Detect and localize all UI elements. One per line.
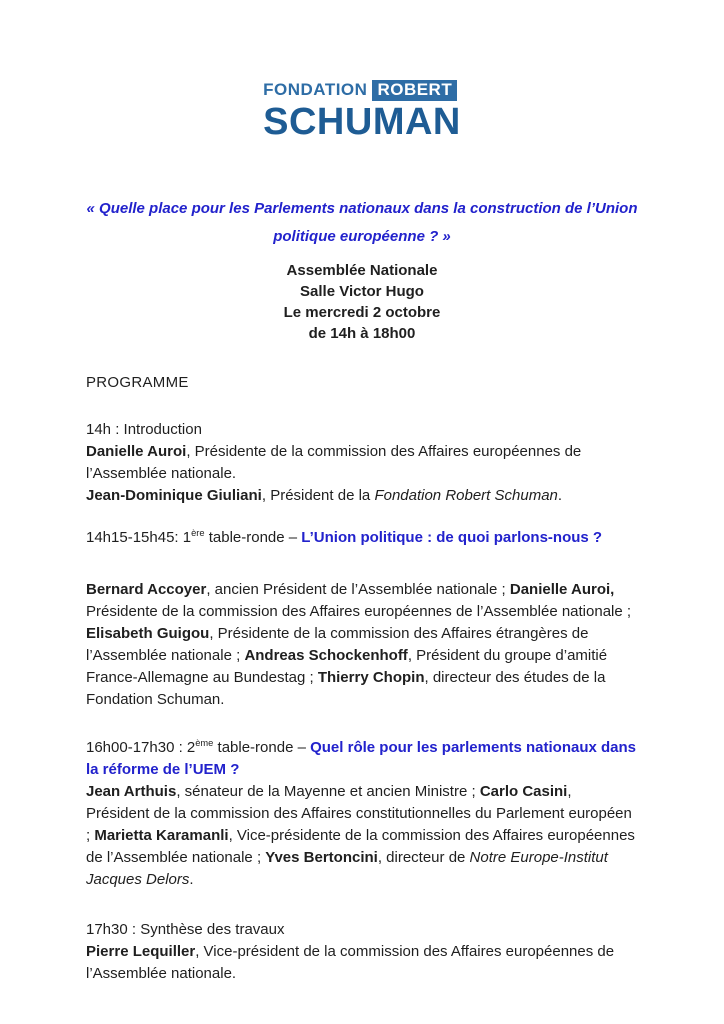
text-segment: Thierry Chopin (317, 668, 425, 686)
text-segment: , directeur des études de la Fondation Schuman. (86, 668, 606, 708)
text-segment: Pierre Lequiller (86, 942, 196, 960)
text-segment: , Vice-président de la commission des Affaires européennes de l’Assemblée nationale. (86, 942, 615, 982)
venue-line-date: Le mercredi 2 octobre (283, 303, 441, 321)
logo-text-schuman: SCHUMAN (263, 100, 461, 143)
text-segment: , Président de la (261, 486, 375, 504)
text-segment: . (189, 870, 194, 888)
text-segment: L’Union politique : de quoi parlons-nous ? (301, 528, 603, 546)
text-segment: , Président du groupe d’amitié France-Allemagne au Bundestag ; (86, 646, 608, 686)
text-segment: Yves Bertoncini (265, 848, 378, 866)
text-segment: Présidente de la commission des Affaires européennes de l’Assemblée nationale ; (86, 602, 632, 620)
programme-heading: PROGRAMME (86, 373, 189, 391)
text-segment: 14h : Introduction (86, 420, 202, 438)
closing-session (86, 919, 638, 985)
venue-line-time: de 14h à 18h00 (308, 324, 416, 342)
text-segment: Marietta Karamanli (94, 826, 229, 844)
text-segment: Danielle Auroi (86, 442, 187, 460)
text-segment: Jean Arthuis (86, 782, 177, 800)
text-segment: Danielle Auroi, (509, 580, 615, 598)
text-segment: , sénateur de la Mayenne et ancien Ministre ; (176, 782, 480, 800)
session-1-heading (86, 527, 638, 549)
text-segment: politique européenne ? » (273, 227, 451, 245)
text-segment: , directeur de (377, 848, 470, 866)
text-segment: ème (195, 737, 214, 748)
venue-line-location: Assemblée Nationale (286, 261, 438, 279)
fondation-robert-schuman-logo (263, 80, 461, 143)
text-segment: Bernard Accoyer (86, 580, 207, 598)
text-segment: . (557, 486, 563, 504)
text-segment: Andreas Schockenhoff (244, 646, 408, 664)
event-title (86, 195, 638, 251)
text-segment: 17h30 : Synthèse des travaux (86, 920, 285, 938)
text-segment: ère (191, 527, 205, 538)
text-segment: Quel rôle pour les parlements nationaux dans la réforme de l’UEM ? (86, 738, 637, 778)
text-segment: Fondation Robert Schuman (374, 486, 558, 504)
session-2-panelists (86, 781, 638, 891)
text-segment: Carlo Casini (479, 782, 568, 800)
text-segment: 16h00-17h30 : 2 (86, 738, 196, 756)
venue-block (86, 260, 638, 344)
text-segment: , Présidente de la commission des Affaires européennes de l’Assemblée nationale. (86, 442, 582, 482)
session-introduction (86, 419, 638, 507)
logo-top-line (263, 80, 461, 101)
session-2-heading (86, 737, 638, 781)
text-segment: , Président de la commission des Affaires constitutionnelles du Parlement européen ; (86, 782, 632, 844)
text-segment: « Quelle place pour les Parlements nationaux dans la construction de l’Union (86, 199, 638, 217)
text-segment: , Vice-présidente de la commission des Affaires européennes de l’Assemblée nationale ; (86, 826, 635, 866)
venue-line-room: Salle Victor Hugo (300, 282, 424, 300)
text-segment: Elisabeth Guigou (86, 624, 210, 642)
logo-text-robert: ROBERT (372, 80, 457, 101)
text-segment: 14h15-15h45: 1 (86, 528, 192, 546)
logo-text-fondation: FONDATION (263, 80, 368, 99)
session-1-panelists (86, 579, 638, 711)
text-segment: Jean-Dominique Giuliani (86, 486, 262, 504)
text-segment: table-ronde – (204, 528, 302, 546)
text-segment: table-ronde – (213, 738, 311, 756)
text-segment: , ancien Président de l’Assemblée nationale ; (206, 580, 510, 598)
text-segment: Notre Europe-Institut Jacques Delors (86, 848, 608, 888)
text-segment: , Présidente de la commission des Affaires étrangères de l’Assemblée nationale ; (86, 624, 589, 664)
